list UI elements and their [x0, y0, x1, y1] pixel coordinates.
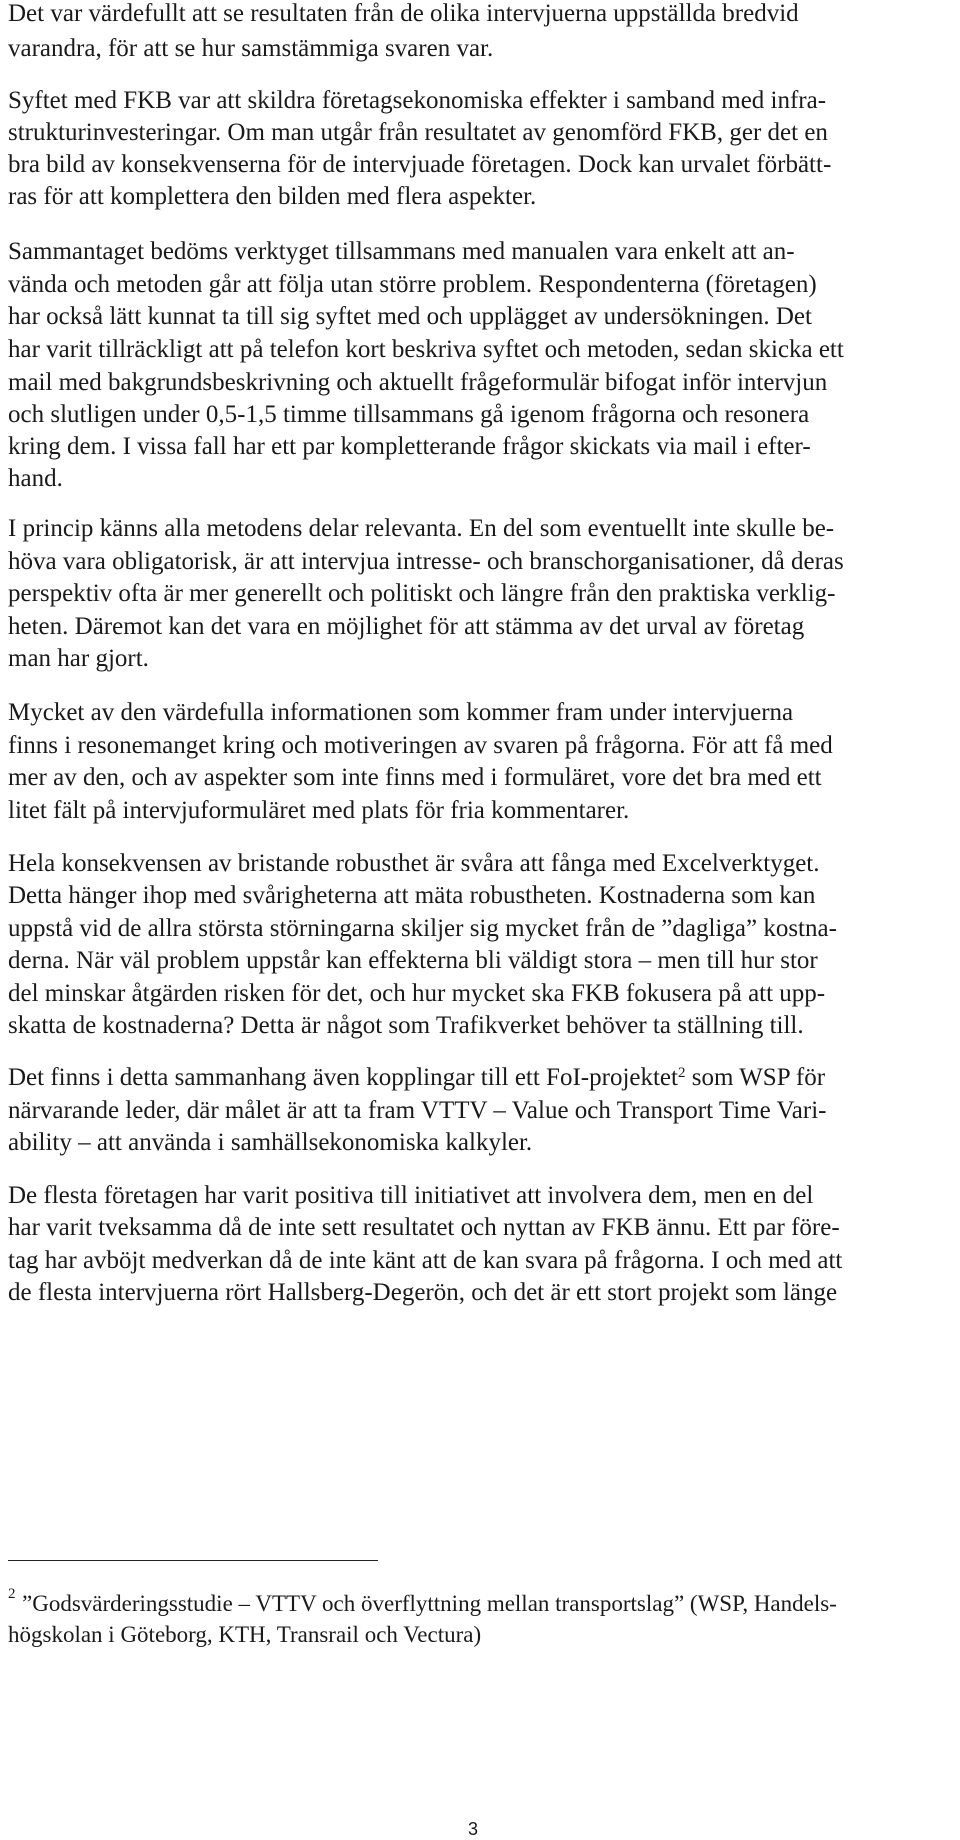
page-number: 3	[468, 1819, 479, 1839]
text-line: heten. Däremot kan det vara en möjlighet för att stämma av det urval av företag	[8, 613, 805, 640]
text-line: ras för att komplettera den bilden med flera aspekter.	[8, 183, 537, 210]
text-line: De flesta företagen har varit positiva till initiativet att involvera dem, men en del	[8, 1182, 814, 1209]
text-line: närvarande leder, där målet är att ta fram VTTV – Value och Transport Time Vari-	[8, 1097, 827, 1124]
footnote-divider	[8, 1560, 378, 1561]
text-line: tag har avböjt medverkan då de inte känt att de kan svara på frågorna. I och med att	[8, 1247, 843, 1274]
text-line: har varit tveksamma då de inte sett resultatet och nyttan av FKB ännu. Ett par före-	[8, 1214, 840, 1241]
text-line: litet fält på intervjuformuläret med plats för fria kommentarer.	[8, 797, 630, 824]
text-span: Det finns i detta sammanhang även kopplingar till ett FoI-projektet	[8, 1064, 678, 1091]
footnote-reference[interactable]: 2	[677, 1065, 686, 1081]
text-line: Det var värdefullt att se resultaten från de olika intervjuerna uppställda bredvid	[8, 0, 799, 27]
text-line: mer av den, och av aspekter som inte finns med i formuläret, vore det bra med ett	[8, 764, 822, 791]
text-line: höva vara obligatorisk, är att intervjua intresse- och branschorganisationer, då deras	[8, 548, 844, 575]
text-line: vända och metoden går att följa utan större problem. Respondenterna (företagen)	[8, 271, 817, 298]
text-line: har varit tillräckligt att på telefon kort beskriva syftet och metoden, sedan skicka ett	[8, 336, 844, 363]
text-line: perspektiv ofta är mer generellt och politiskt och längre från den praktiska verklig-	[8, 580, 836, 607]
text-line: bra bild av konsekvenserna för de intervjuade företagen. Dock kan urvalet förbätt-	[8, 151, 832, 178]
text-line: Detta hänger ihop med svårigheterna att mäta robustheten. Kostnaderna som kan	[8, 882, 816, 909]
text-line: Sammantaget bedöms verktyget tillsammans med manualen vara enkelt att an-	[8, 238, 795, 265]
text-line: strukturinvesteringar. Om man utgår från resultatet av genomförd FKB, ger det en	[8, 119, 828, 146]
text-line: finns i resonemanget kring och motiveringen av svaren på frågorna. För att få med	[8, 732, 833, 759]
text-line: har också lätt kunnat ta till sig syftet med och upplägget av undersökningen. Det	[8, 303, 812, 330]
footnote-line: högskolan i Göteborg, KTH, Transrail och Vectura)	[8, 1622, 482, 1647]
text-line: varandra, för att se hur samstämmiga svaren var.	[8, 35, 494, 62]
text-line: man har gjort.	[8, 645, 149, 672]
text-line: del minskar åtgärden risken för det, och hur mycket ska FKB fokusera på att upp-	[8, 980, 826, 1007]
text-line: I princip känns alla metodens delar relevanta. En del som eventuellt inte skulle be-	[8, 515, 835, 542]
text-line: mail med bakgrundsbeskrivning och aktuellt frågeformulär bifogat inför intervjun	[8, 369, 828, 396]
text-line	[8, 1065, 825, 1090]
footnote-number: 2	[8, 1586, 16, 1602]
footnote-line: ”Godsvärderingsstudie – VTTV och överflyttning mellan transportslag” (WSP, Handels-	[22, 1591, 837, 1616]
text-line: uppstå vid de allra största störningarna skiljer sig mycket från de ”dagliga” kostna-	[8, 915, 837, 942]
text-line: derna. När väl problem uppstår kan effekterna bli väldigt stora – men till hur stor	[8, 947, 818, 974]
text-line: Hela konsekvensen av bristande robusthet är svåra att fånga med Excelverktyget.	[8, 850, 820, 877]
text-line: Mycket av den värdefulla informationen som kommer fram under intervjuerna	[8, 699, 794, 726]
text-span: som WSP för	[685, 1064, 826, 1091]
text-line: de flesta intervjuerna rört Hallsberg-Degerön, och det är ett stort projekt som länge	[8, 1279, 838, 1306]
text-line: hand.	[8, 465, 63, 492]
text-line: Syftet med FKB var att skildra företagsekonomiska effekter i samband med infra-	[8, 87, 827, 114]
text-line: kring dem. I vissa fall har ett par kompletterande frågor skickats via mail i efter-	[8, 433, 811, 460]
text-line: ability – att använda i samhällsekonomiska kalkyler.	[8, 1129, 533, 1156]
text-line: skatta de kostnaderna? Detta är något som Trafikverket behöver ta ställning till.	[8, 1012, 804, 1039]
text-line: och slutligen under 0,5-1,5 timme tillsammans gå igenom frågorna och resonera	[8, 401, 810, 428]
